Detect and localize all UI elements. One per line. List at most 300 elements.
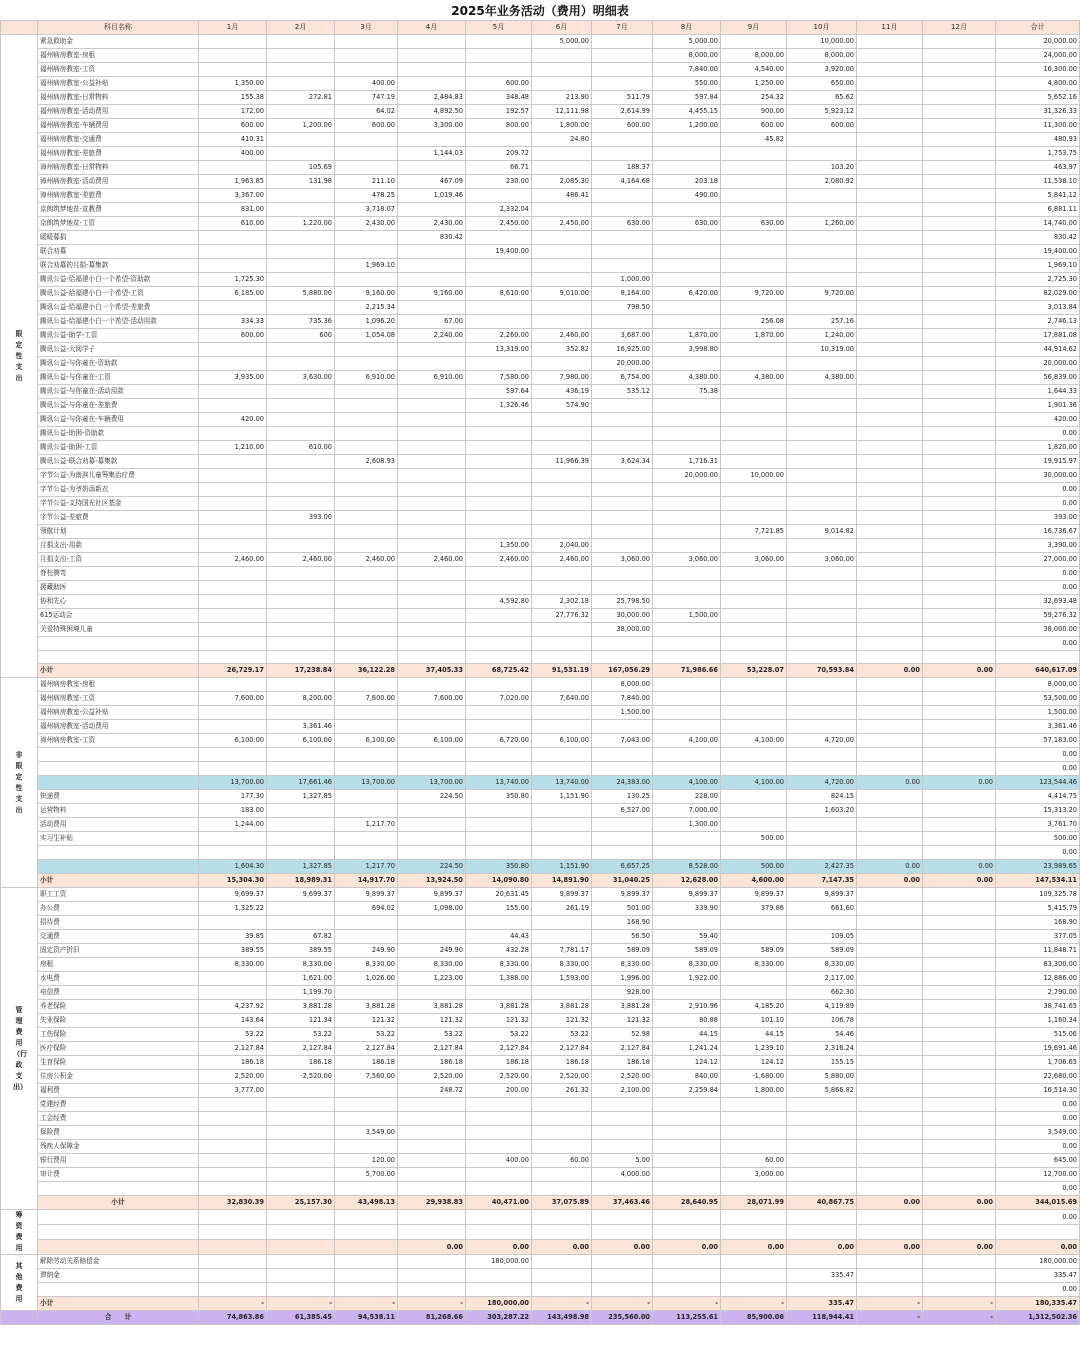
value-cell (466, 357, 532, 371)
value-cell: 19,915.97 (996, 455, 1080, 469)
value-cell: 4,380.00 (653, 371, 721, 385)
value-cell (857, 734, 923, 748)
value-cell (335, 133, 398, 147)
value-cell: 339.90 (653, 902, 721, 916)
value-cell: - (592, 1297, 653, 1311)
value-cell (335, 804, 398, 818)
value-cell (857, 888, 923, 902)
row-label: 腾讯公益-与你童在-活动用款 (38, 385, 199, 399)
value-cell (787, 623, 857, 637)
table-row (1, 189, 1080, 203)
value-cell (335, 385, 398, 399)
value-cell (199, 1098, 267, 1112)
row-label: 滞纳金 (38, 1269, 199, 1283)
value-cell: 30,000.00 (592, 609, 653, 623)
value-cell (466, 301, 532, 315)
value-cell: 7,600.00 (199, 692, 267, 706)
value-cell (532, 147, 592, 161)
value-cell (857, 1225, 923, 1239)
value-cell (592, 762, 653, 776)
row-label: 快递费 (38, 790, 199, 804)
value-cell (335, 1239, 398, 1254)
value-cell (267, 609, 335, 623)
value-cell (857, 161, 923, 175)
table-row (1, 748, 1080, 762)
value-cell: 8,164.00 (592, 287, 653, 301)
value-cell: 0.00 (996, 637, 1080, 651)
value-cell: 1,350.00 (199, 77, 267, 91)
value-cell (721, 441, 787, 455)
value-cell: 515.06 (996, 1028, 1080, 1042)
value-cell (532, 720, 592, 734)
value-cell (857, 455, 923, 469)
value-cell: 694.02 (335, 902, 398, 916)
value-cell: 1,388.00 (466, 972, 532, 986)
value-cell: 4,164.68 (592, 175, 653, 189)
value-cell: 103.20 (787, 161, 857, 175)
row-label: 月捐支出-工资 (38, 553, 199, 567)
value-cell: 0.00 (996, 1239, 1080, 1254)
table-row (1, 259, 1080, 273)
table-row (1, 902, 1080, 916)
value-cell (335, 748, 398, 762)
value-cell (787, 231, 857, 245)
value-cell: 840.00 (653, 1070, 721, 1084)
value-cell: 1,800.00 (532, 119, 592, 133)
value-cell: 2,910.96 (653, 1000, 721, 1014)
value-cell: 20,631.45 (466, 888, 532, 902)
value-cell (267, 1239, 335, 1254)
value-cell (857, 315, 923, 329)
value-cell: 11,966.39 (532, 455, 592, 469)
value-cell (923, 1056, 996, 1070)
value-cell (787, 706, 857, 720)
table-row (1, 231, 1080, 245)
value-cell: 67.00 (398, 315, 466, 329)
value-cell: 8,330.00 (398, 958, 466, 972)
value-cell (653, 637, 721, 651)
row-label: 职工工资 (38, 888, 199, 902)
value-cell: 5,652.16 (996, 91, 1080, 105)
value-cell: 3,390.00 (996, 539, 1080, 553)
header-cell: 6月 (532, 21, 592, 35)
value-cell (721, 916, 787, 930)
value-cell: 1,963.85 (199, 175, 267, 189)
value-cell (857, 1168, 923, 1182)
value-cell (787, 581, 857, 595)
value-cell (721, 706, 787, 720)
value-cell (653, 357, 721, 371)
value-cell: 0.00 (857, 1239, 923, 1254)
value-cell (923, 790, 996, 804)
table-row (1, 49, 1080, 63)
value-cell: 38,741.65 (996, 1000, 1080, 1014)
value-cell (398, 469, 466, 483)
value-cell (721, 203, 787, 217)
value-cell: 500.00 (996, 832, 1080, 846)
table-row (1, 930, 1080, 944)
value-cell: 24.80 (532, 133, 592, 147)
value-cell (466, 720, 532, 734)
value-cell: 2,520.00 (532, 1070, 592, 1084)
value-cell (398, 399, 466, 413)
value-cell: 121.32 (398, 1014, 466, 1028)
value-cell (267, 49, 335, 63)
value-cell (466, 1269, 532, 1283)
value-cell (787, 245, 857, 259)
value-cell (592, 511, 653, 525)
row-label: 房租 (38, 958, 199, 972)
value-cell (398, 762, 466, 776)
value-cell: 4,380.00 (721, 371, 787, 385)
value-cell (923, 1168, 996, 1182)
row-label: 漳州病房教室-差旅费 (38, 189, 199, 203)
value-cell: 0.00 (996, 427, 1080, 441)
value-cell: 5,000.00 (653, 35, 721, 49)
value-cell (857, 259, 923, 273)
value-cell (857, 692, 923, 706)
value-cell (199, 1239, 267, 1254)
value-cell (787, 762, 857, 776)
row-label (38, 762, 199, 776)
value-cell: 0.00 (996, 748, 1080, 762)
value-cell: 249.90 (335, 944, 398, 958)
value-cell (923, 49, 996, 63)
value-cell (996, 1225, 1080, 1239)
value-cell (199, 343, 267, 357)
value-cell: 1,199.70 (267, 986, 335, 1000)
value-cell (532, 1126, 592, 1140)
value-cell (923, 846, 996, 860)
value-cell (721, 511, 787, 525)
value-cell (532, 63, 592, 77)
value-cell: 53.22 (398, 1028, 466, 1042)
value-cell (199, 1140, 267, 1154)
table-row (1, 1084, 1080, 1098)
value-cell (923, 427, 996, 441)
value-cell: 44.43 (466, 930, 532, 944)
value-cell: 8,610.00 (466, 287, 532, 301)
value-cell (857, 525, 923, 539)
row-label: 福州病房教室-活动费用 (38, 720, 199, 734)
value-cell: 75.38 (653, 385, 721, 399)
value-cell (923, 399, 996, 413)
value-cell (398, 1140, 466, 1154)
value-cell: 1,210.00 (199, 441, 267, 455)
value-cell (787, 832, 857, 846)
value-cell: 30,000.00 (996, 469, 1080, 483)
value-cell (787, 1112, 857, 1126)
value-cell (398, 1225, 466, 1239)
value-cell (199, 972, 267, 986)
value-cell: 597.64 (466, 385, 532, 399)
value-cell: 7,147.35 (787, 874, 857, 888)
row-label: 工会经费 (38, 1112, 199, 1126)
value-cell: 2,085.30 (532, 175, 592, 189)
value-cell: 7,721.85 (721, 525, 787, 539)
value-cell (267, 832, 335, 846)
value-cell (267, 147, 335, 161)
value-cell (592, 720, 653, 734)
value-cell (267, 818, 335, 832)
grand-total-cell: 94,538.11 (335, 1311, 398, 1325)
value-cell (199, 63, 267, 77)
value-cell (532, 637, 592, 651)
value-cell (398, 916, 466, 930)
value-cell: 335.47 (996, 1269, 1080, 1283)
row-label: 办公费 (38, 902, 199, 916)
value-cell: 2,460.00 (532, 329, 592, 343)
table-row (1, 1140, 1080, 1154)
value-cell: - (267, 1297, 335, 1311)
row-label: 协和先心 (38, 595, 199, 609)
value-cell (923, 301, 996, 315)
table-row (1, 483, 1080, 497)
value-cell: 5,000.00 (532, 35, 592, 49)
value-cell (532, 497, 592, 511)
value-cell (466, 832, 532, 846)
value-cell (721, 147, 787, 161)
header-cell: 5月 (466, 21, 532, 35)
table-row (1, 1042, 1080, 1056)
value-cell: 2,460.00 (466, 553, 532, 567)
table-row (1, 846, 1080, 860)
value-cell: 5.00 (592, 1154, 653, 1168)
value-cell: 32,693.48 (996, 595, 1080, 609)
table-row (1, 1182, 1080, 1196)
value-cell (653, 986, 721, 1000)
value-cell (923, 343, 996, 357)
value-cell: 91,531.19 (532, 664, 592, 678)
value-cell (398, 804, 466, 818)
value-cell: 43,498.13 (335, 1196, 398, 1210)
value-cell (398, 525, 466, 539)
value-cell (857, 972, 923, 986)
value-cell: 37,075.89 (532, 1196, 592, 1210)
value-cell (335, 413, 398, 427)
value-cell (923, 581, 996, 595)
value-cell (592, 846, 653, 860)
value-cell: 6,100.00 (335, 734, 398, 748)
value-cell (857, 1182, 923, 1196)
value-cell: 67.82 (267, 930, 335, 944)
value-cell: 0.00 (857, 664, 923, 678)
value-cell (923, 63, 996, 77)
table-row (1, 539, 1080, 553)
value-cell (923, 231, 996, 245)
value-cell (592, 1140, 653, 1154)
value-cell (721, 623, 787, 637)
value-cell (466, 581, 532, 595)
value-cell (923, 161, 996, 175)
value-cell (923, 119, 996, 133)
value-cell: 37,405.33 (398, 664, 466, 678)
value-cell: 661.60 (787, 902, 857, 916)
value-cell (653, 651, 721, 664)
value-cell: 7,600.00 (335, 692, 398, 706)
value-cell (199, 35, 267, 49)
value-cell: 19,400.00 (996, 245, 1080, 259)
table-row (1, 329, 1080, 343)
value-cell: 1,996.00 (592, 972, 653, 986)
value-cell: 2,608.93 (335, 455, 398, 469)
value-cell: 1,326.46 (466, 399, 532, 413)
table-row (1, 161, 1080, 175)
value-cell (857, 427, 923, 441)
value-cell (466, 567, 532, 581)
value-cell (857, 1098, 923, 1112)
value-cell: 0.00 (857, 874, 923, 888)
value-cell (335, 1225, 398, 1239)
grand-total-cell: 81,268.66 (398, 1311, 466, 1325)
value-cell: 180,000.00 (466, 1255, 532, 1269)
table-row (1, 441, 1080, 455)
value-cell: 8,330.00 (532, 958, 592, 972)
value-cell: 1,327.85 (267, 860, 335, 874)
value-cell: 7,000.00 (653, 804, 721, 818)
value-cell (267, 706, 335, 720)
value-cell (787, 1140, 857, 1154)
value-cell: 5,841.12 (996, 189, 1080, 203)
value-cell (721, 385, 787, 399)
value-cell (857, 1269, 923, 1283)
value-cell (923, 441, 996, 455)
table-row (1, 734, 1080, 748)
value-cell (398, 441, 466, 455)
table-row (1, 497, 1080, 511)
table-row (1, 147, 1080, 161)
value-cell: 400.00 (335, 77, 398, 91)
row-label: 腾讯公益-与你童在-资助款 (38, 357, 199, 371)
value-cell: 600.00 (199, 119, 267, 133)
value-cell (857, 371, 923, 385)
value-cell (923, 1000, 996, 1014)
value-cell: 0.00 (996, 483, 1080, 497)
value-cell: 830.42 (398, 231, 466, 245)
value-cell (267, 581, 335, 595)
value-cell (267, 1168, 335, 1182)
value-cell (721, 748, 787, 762)
value-cell (857, 637, 923, 651)
value-cell: 0.00 (923, 776, 996, 790)
value-cell (199, 567, 267, 581)
value-cell: 101.10 (721, 1014, 787, 1028)
value-cell: 7,600.00 (398, 692, 466, 706)
table-row (1, 119, 1080, 133)
value-cell: 0.00 (923, 1239, 996, 1254)
value-cell: 13,924.50 (398, 874, 466, 888)
value-cell (653, 1126, 721, 1140)
value-cell: 106.78 (787, 1014, 857, 1028)
value-cell (466, 63, 532, 77)
value-cell: 15,313.20 (996, 804, 1080, 818)
value-cell (923, 706, 996, 720)
value-cell (532, 748, 592, 762)
value-cell (787, 846, 857, 860)
value-cell: - (721, 1297, 787, 1311)
value-cell (466, 497, 532, 511)
value-cell (653, 1210, 721, 1225)
value-cell (923, 1225, 996, 1239)
table-row (1, 511, 1080, 525)
value-cell: 16,300.00 (996, 63, 1080, 77)
value-cell (787, 1168, 857, 1182)
header-cell: 11月 (857, 21, 923, 35)
value-cell (923, 623, 996, 637)
value-cell: 1,593.00 (532, 972, 592, 986)
value-cell: 155.00 (466, 902, 532, 916)
row-label: 腾讯公益-联合劝募-募集款 (38, 455, 199, 469)
table-row (1, 301, 1080, 315)
value-cell: - (398, 1297, 466, 1311)
value-cell (335, 231, 398, 245)
value-cell (857, 832, 923, 846)
value-cell (267, 595, 335, 609)
value-cell: 393.00 (996, 511, 1080, 525)
value-cell: 900.00 (721, 105, 787, 119)
row-label: 福州病房教室-房租 (38, 678, 199, 692)
value-cell (335, 1182, 398, 1196)
row-label (38, 748, 199, 762)
value-cell (923, 637, 996, 651)
table-row (1, 287, 1080, 301)
value-cell (532, 259, 592, 273)
value-cell (653, 1098, 721, 1112)
value-cell: 2,430.00 (398, 217, 466, 231)
value-cell: 57,183.00 (996, 734, 1080, 748)
value-cell (335, 1112, 398, 1126)
value-cell: 105.69 (267, 161, 335, 175)
row-label (38, 860, 199, 874)
value-cell (466, 1112, 532, 1126)
value-cell: 16,736.67 (996, 525, 1080, 539)
value-cell: 3,998.80 (653, 343, 721, 357)
value-cell: 3,000.00 (721, 1168, 787, 1182)
value-cell: 31,326.33 (996, 105, 1080, 119)
value-cell: 121.32 (466, 1014, 532, 1028)
value-cell: 7,043.00 (592, 734, 653, 748)
value-cell: 3,761.70 (996, 818, 1080, 832)
value-cell (466, 1140, 532, 1154)
value-cell (592, 539, 653, 553)
table-row (1, 1000, 1080, 1014)
value-cell: 8,000.00 (592, 678, 653, 692)
value-cell: 20,000.00 (996, 35, 1080, 49)
row-label: 小计 (38, 664, 199, 678)
value-cell (721, 343, 787, 357)
value-cell (398, 818, 466, 832)
value-cell: 0.00 (592, 1239, 653, 1254)
value-cell (199, 623, 267, 637)
value-cell: 12,886.00 (996, 972, 1080, 986)
value-cell: 60.00 (721, 1154, 787, 1168)
value-cell (923, 1098, 996, 1112)
value-cell (335, 1084, 398, 1098)
value-cell (398, 1210, 466, 1225)
value-cell (592, 231, 653, 245)
value-cell: 2,614.99 (592, 105, 653, 119)
value-cell: 8,330.00 (592, 958, 653, 972)
value-cell: 350.80 (466, 790, 532, 804)
value-cell (653, 273, 721, 287)
value-cell (787, 511, 857, 525)
value-cell (857, 1210, 923, 1225)
value-cell (532, 525, 592, 539)
value-cell (267, 203, 335, 217)
value-cell (857, 762, 923, 776)
value-cell (923, 413, 996, 427)
value-cell: 480.93 (996, 133, 1080, 147)
